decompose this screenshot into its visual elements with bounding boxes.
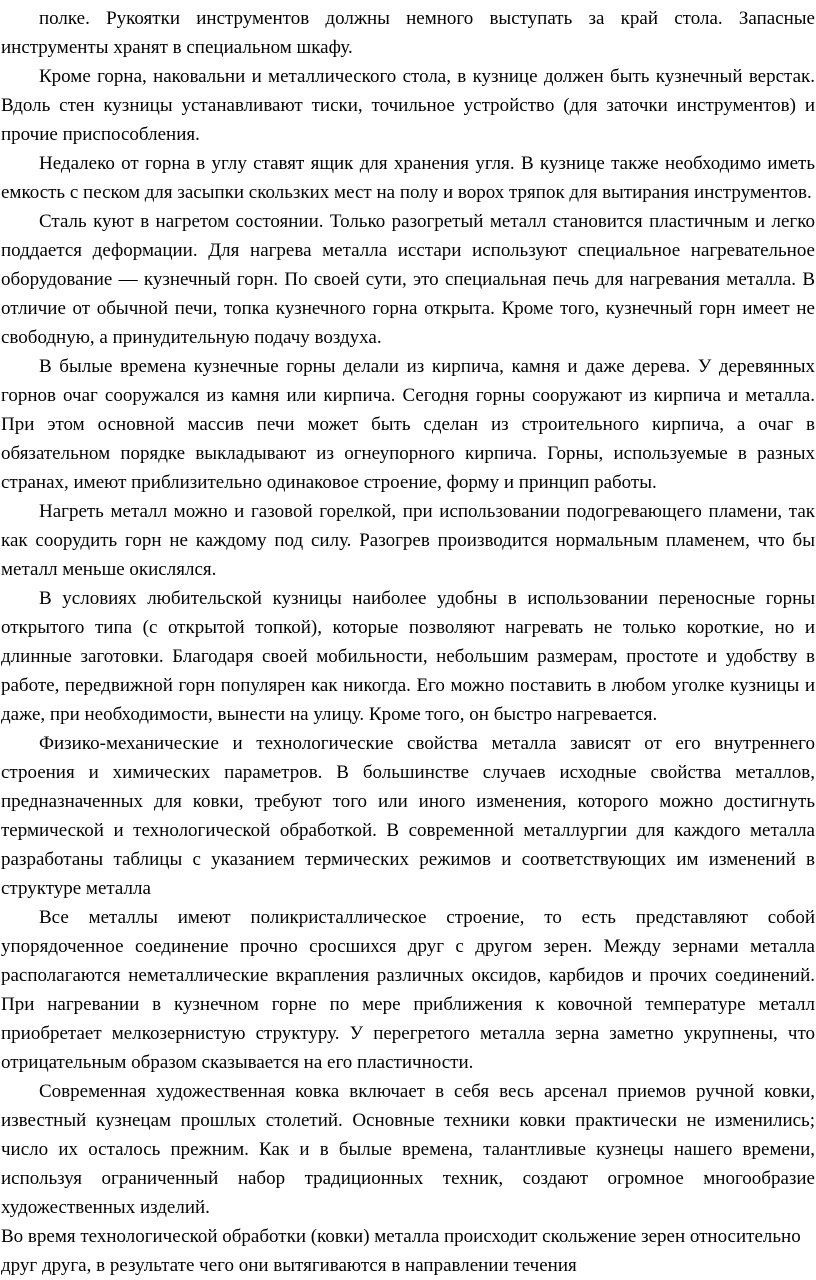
paragraph-8: Физико-механические и технологические свойства металла зависят от его внутреннего строения и химических параметров. В большинстве случаев исходные свойства металлов, предназначенных для ковки, требуют того или иного изменения, которого можно достигнуть термической и технологической обработкой. В современной металлургии для каждого металла разработаны таблицы с указанием термических режимов и соответствующих им изменений в структуре металла: [1, 733, 815, 899]
paragraph-6: Нагреть металл можно и газовой горелкой, при использовании подогревающего пламени, так как соорудить горн не каждому под силу. Разогрев производится нормальным пламенем, что бы металл меньше окислялся.: [1, 501, 815, 580]
paragraph-4: Сталь куют в нагретом состоянии. Только разогретый металл становится пластичным и легко поддается деформации. Для нагрева металла исстари используют специальное нагревательное оборудование — кузнечный горн. По своей сути, это специальная печь для нагревания металла. В отличие от обычной печи, топка кузнечного горна открыта. Кроме того, кузнечный горн имеет не свободную, а принудительную подачу воздуха.: [1, 211, 815, 348]
paragraph-5: В былые времена кузнечные горны делали из кирпича, камня и даже дерева. У деревянных горнов очаг сооружался из камня или кирпича. Сегодня горны сооружают из кирпича и металла. При этом основной массив печи может быть сделан из строительного кирпича, а очаг в обязательном порядке выкладывают из огнеупорного кирпича. Горны, используемые в разных странах, имеют приблизительно одинаковое строение, форму и принцип работы.: [1, 356, 815, 493]
paragraph-10: Современная художественная ковка включает в себя весь арсенал приемов ручной ковки, известный кузнецам прошлых столетий. Основные техники ковки практически не изменились; число их осталось прежним. Как и в былые времена, талантливые кузнецы нашего времени, используя ограниченный набор традиционных техник, создают огромное многообразие художественных изделий.: [1, 1081, 815, 1218]
paragraph-11: Во время технологической обработки (ковки) металла происходит скольжение зерен относительно друг друга, в результате чего они вытягиваются в направлении течения: [1, 1226, 801, 1276]
paragraph-1: полке. Рукоятки инструментов должны немного выступать за край стола. Запасные инструменты хранят в специальном шкафу.: [1, 8, 815, 58]
paragraph-3: Недалеко от горна в углу ставят ящик для хранения угля. В кузнице также необходимо иметь емкость с песком для засыпки скользких мест на полу и ворох тряпок для вытирания инструментов.: [1, 153, 815, 203]
paragraph-9: Все металлы имеют поликристаллическое строение, то есть представляют собой упорядоченное соединение прочно сросшихся друг с другом зерен. Между зернами металла располагаются неметаллические вкрапления различных оксидов, карбидов и прочих соединений. При нагревании в кузнечном горне по мере приближения к ковочной температуре металл приобретает мелкозернистую структуру. У перегретого металла зерна заметно укрупнены, что отрицательным образом сказывается на его пластичности.: [1, 907, 815, 1073]
paragraph-2: Кроме горна, наковальни и металлического стола, в кузнице должен быть кузнечный верстак. Вдоль стен кузницы устанавливают тиски, точильное устройство (для заточки инструментов) и прочие приспособления.: [1, 66, 815, 145]
paragraph-7: В условиях любительской кузницы наиболее удобны в использовании переносные горны открытого типа (с открытой топкой), которые позволяют нагревать не только короткие, но и длинные заготовки. Благодаря своей мобильности, небольшим размерам, простоте и удобству в работе, передвижной горн популярен как никогда. Его можно поставить в любом уголке кузницы и даже, при необходимости, вынести на улицу. Кроме того, он быстро нагревается.: [1, 588, 815, 725]
